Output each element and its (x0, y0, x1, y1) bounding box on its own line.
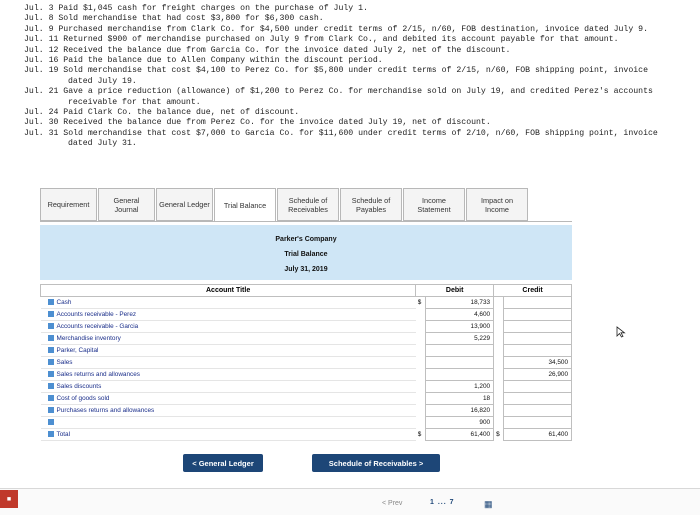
prev-general-ledger-button[interactable]: < General Ledger (183, 454, 263, 472)
credit-cell[interactable] (504, 333, 572, 345)
report-name: Trial Balance (284, 251, 328, 258)
trial-balance-panel (40, 222, 572, 462)
account-title-cell[interactable] (41, 381, 416, 393)
tab-general-ledger[interactable]: General Ledger (156, 188, 213, 221)
table-row (41, 381, 572, 393)
column-header-credit: Credit (494, 285, 572, 297)
credit-symbol (494, 393, 504, 405)
debit-symbol (416, 333, 426, 345)
event-line: Jul. 16 Paid the balance due to Allen Company within the discount period. (24, 56, 383, 66)
event-line: dated July 19. (68, 76, 137, 86)
debit-symbol (416, 393, 426, 405)
debit-symbol (416, 321, 426, 333)
credit-cell[interactable] (504, 393, 572, 405)
grid-icon[interactable]: ▦ (484, 499, 493, 509)
debit-cell[interactable]: 61,400 (426, 429, 494, 441)
app-logo-icon: ■ (0, 490, 18, 508)
account-title-cell[interactable] (41, 429, 416, 441)
account-title-text: Purchases returns and allowances (56, 407, 155, 414)
account-title-text: Sales returns and allowances (56, 371, 140, 378)
account-title-cell[interactable] (41, 321, 416, 333)
event-line: Jul. 3 Paid $1,045 cash for freight charges on the purchase of July 1. (24, 4, 368, 13)
edit-marker-icon (48, 383, 54, 389)
tab-schedule-of-payables[interactable]: Schedule of Payables (340, 188, 402, 221)
table-row (41, 405, 572, 417)
table-row (41, 309, 572, 321)
credit-cell[interactable] (504, 321, 572, 333)
edit-marker-icon (48, 395, 54, 401)
event-line: Jul. 11 Returned $900 of merchandise purchased on July 9 from Clark Co., and debited its account payable for that amount. (24, 35, 619, 45)
account-title-text: Parker, Capital (56, 347, 99, 354)
account-title-text: Sales (56, 359, 73, 366)
debit-symbol (416, 405, 426, 417)
credit-symbol (494, 381, 504, 393)
table-row (41, 357, 572, 369)
debit-cell[interactable] (426, 369, 494, 381)
event-line: dated July 31. (68, 139, 137, 149)
report-header (40, 225, 572, 280)
edit-marker-icon (48, 371, 54, 377)
debit-symbol (416, 345, 426, 357)
credit-cell[interactable] (504, 345, 572, 357)
account-title-text: Accounts receivable - Garcia (56, 323, 139, 330)
table-row (41, 417, 572, 429)
debit-cell[interactable]: 5,229 (426, 333, 494, 345)
edit-marker-icon (48, 323, 54, 329)
debit-symbol (416, 417, 426, 429)
tab-impact-on-income[interactable]: Impact on Income (466, 188, 528, 221)
debit-cell[interactable]: 16,820 (426, 405, 494, 417)
prev-page-button[interactable]: < Prev (382, 500, 403, 507)
debit-cell[interactable]: 900 (426, 417, 494, 429)
credit-cell[interactable]: 26,900 (504, 369, 572, 381)
table-row (41, 369, 572, 381)
event-line: Jul. 12 Received the balance due from Garcia Co. for the invoice dated July 2, net of the discount. (24, 45, 511, 55)
table-header-row (41, 285, 572, 297)
account-title-text: Accounts receivable - Perez (56, 311, 137, 318)
credit-symbol: $ (496, 431, 500, 438)
account-title-cell[interactable] (41, 357, 416, 369)
credit-symbol (494, 369, 504, 381)
table-row (41, 393, 572, 405)
account-title-cell[interactable] (41, 333, 416, 345)
table-row (41, 333, 572, 345)
edit-marker-icon (48, 419, 54, 425)
account-title-cell[interactable] (41, 369, 416, 381)
debit-cell[interactable]: 13,900 (426, 321, 494, 333)
tab-income-statement[interactable]: Income Statement (403, 188, 465, 221)
edit-marker-icon (48, 311, 54, 317)
footer-bar (0, 488, 700, 515)
account-title-text: Total (56, 431, 70, 438)
debit-symbol (416, 369, 426, 381)
next-schedule-of-receivables-button[interactable]: Schedule of Receivables > (312, 454, 440, 472)
debit-symbol (416, 309, 426, 321)
edit-marker-icon (48, 431, 54, 437)
account-title-text: Cash (56, 299, 72, 306)
credit-cell[interactable] (504, 405, 572, 417)
page-indicator[interactable]: 1 ... 7 (430, 499, 455, 506)
credit-symbol (494, 333, 504, 345)
event-line: Jul. 8 Sold merchandise that had cost $3,800 for $6,300 cash. (24, 14, 324, 24)
account-title-cell[interactable] (41, 405, 416, 417)
event-line: Jul. 31 Sold merchandise that cost $7,000 to Garcia Co. for $11,600 under credit terms of 2/10, n/60, FOB shipping point, invoice (24, 128, 658, 138)
table-row (41, 429, 572, 441)
credit-symbol (494, 345, 504, 357)
debit-cell[interactable] (426, 345, 494, 357)
edit-marker-icon (48, 335, 54, 341)
edit-marker-icon (48, 299, 54, 305)
debit-symbol (416, 381, 426, 393)
tab-schedule-of-receivables[interactable]: Schedule of Receivables (277, 188, 339, 221)
debit-symbol (416, 357, 426, 369)
event-line: receivable for that amount. (68, 97, 201, 107)
event-line: Jul. 30 Received the balance due from Perez Co. for the invoice dated July 19, net of discount. (24, 118, 491, 128)
debit-cell[interactable]: 18 (426, 393, 494, 405)
account-title-cell[interactable] (41, 309, 416, 321)
debit-symbol: $ (417, 431, 422, 438)
event-line: Jul. 19 Sold merchandise that cost $4,100 to Perez Co. for $5,800 under credit terms of 2/15, n/60, FOB shipping point, invoice (24, 66, 648, 76)
tab-general-journal[interactable]: General Journal (98, 188, 155, 221)
account-title-text: Merchandise inventory (56, 335, 121, 342)
credit-symbol (494, 321, 504, 333)
debit-cell[interactable]: 1,200 (426, 381, 494, 393)
credit-cell[interactable] (504, 381, 572, 393)
event-line: Jul. 24 Paid Clark Co. the balance due, net of discount. (24, 108, 300, 118)
event-line: Jul. 21 Gave a price reduction (allowance) of $1,200 to Perez Co. for merchandise sold on July 19, and credited Perez's accounts (24, 87, 653, 97)
debit-cell[interactable]: 18,733 (426, 297, 494, 309)
credit-symbol (494, 297, 504, 309)
credit-cell[interactable]: 61,400 (504, 429, 572, 441)
column-header-debit: Debit (416, 285, 494, 297)
credit-symbol (494, 309, 504, 321)
debit-cell[interactable] (426, 357, 494, 369)
debit-cell[interactable]: 4,600 (426, 309, 494, 321)
account-title-text: Sales discounts (56, 383, 102, 390)
table-row (41, 321, 572, 333)
tab-trial-balance[interactable]: Trial Balance (214, 188, 276, 222)
account-title-cell[interactable] (41, 345, 416, 357)
problem-events (24, 4, 696, 150)
credit-symbol (494, 405, 504, 417)
event-line: Jul. 9 Purchased merchandise from Clark Co. for $4,500 under credit terms of 2/15, n/60, FOB destination, invoice dated July 9. (24, 24, 648, 34)
requirement-tabs (40, 188, 529, 222)
trial-balance-table (40, 284, 572, 441)
edit-marker-icon (48, 347, 54, 353)
credit-symbol (494, 417, 504, 429)
credit-cell[interactable] (504, 297, 572, 309)
debit-symbol: $ (417, 299, 422, 307)
table-row (41, 345, 572, 357)
account-title-cell[interactable] (41, 297, 416, 309)
table-row (41, 297, 572, 309)
account-title-text: Cost of goods sold (56, 395, 110, 402)
company-name: Parker's Company (275, 236, 337, 243)
credit-cell[interactable] (504, 309, 572, 321)
account-title-cell[interactable] (41, 393, 416, 405)
credit-cell[interactable] (504, 417, 572, 429)
mouse-cursor-icon (616, 326, 626, 338)
edit-marker-icon (48, 359, 54, 365)
report-date: July 31, 2019 (284, 266, 328, 273)
account-title-cell[interactable] (41, 417, 416, 429)
edit-marker-icon (48, 407, 54, 413)
credit-cell[interactable]: 34,500 (504, 357, 572, 369)
tab-requirement[interactable]: Requirement (40, 188, 97, 221)
credit-symbol (494, 357, 504, 369)
column-header-account-title: Account Title (41, 285, 416, 297)
